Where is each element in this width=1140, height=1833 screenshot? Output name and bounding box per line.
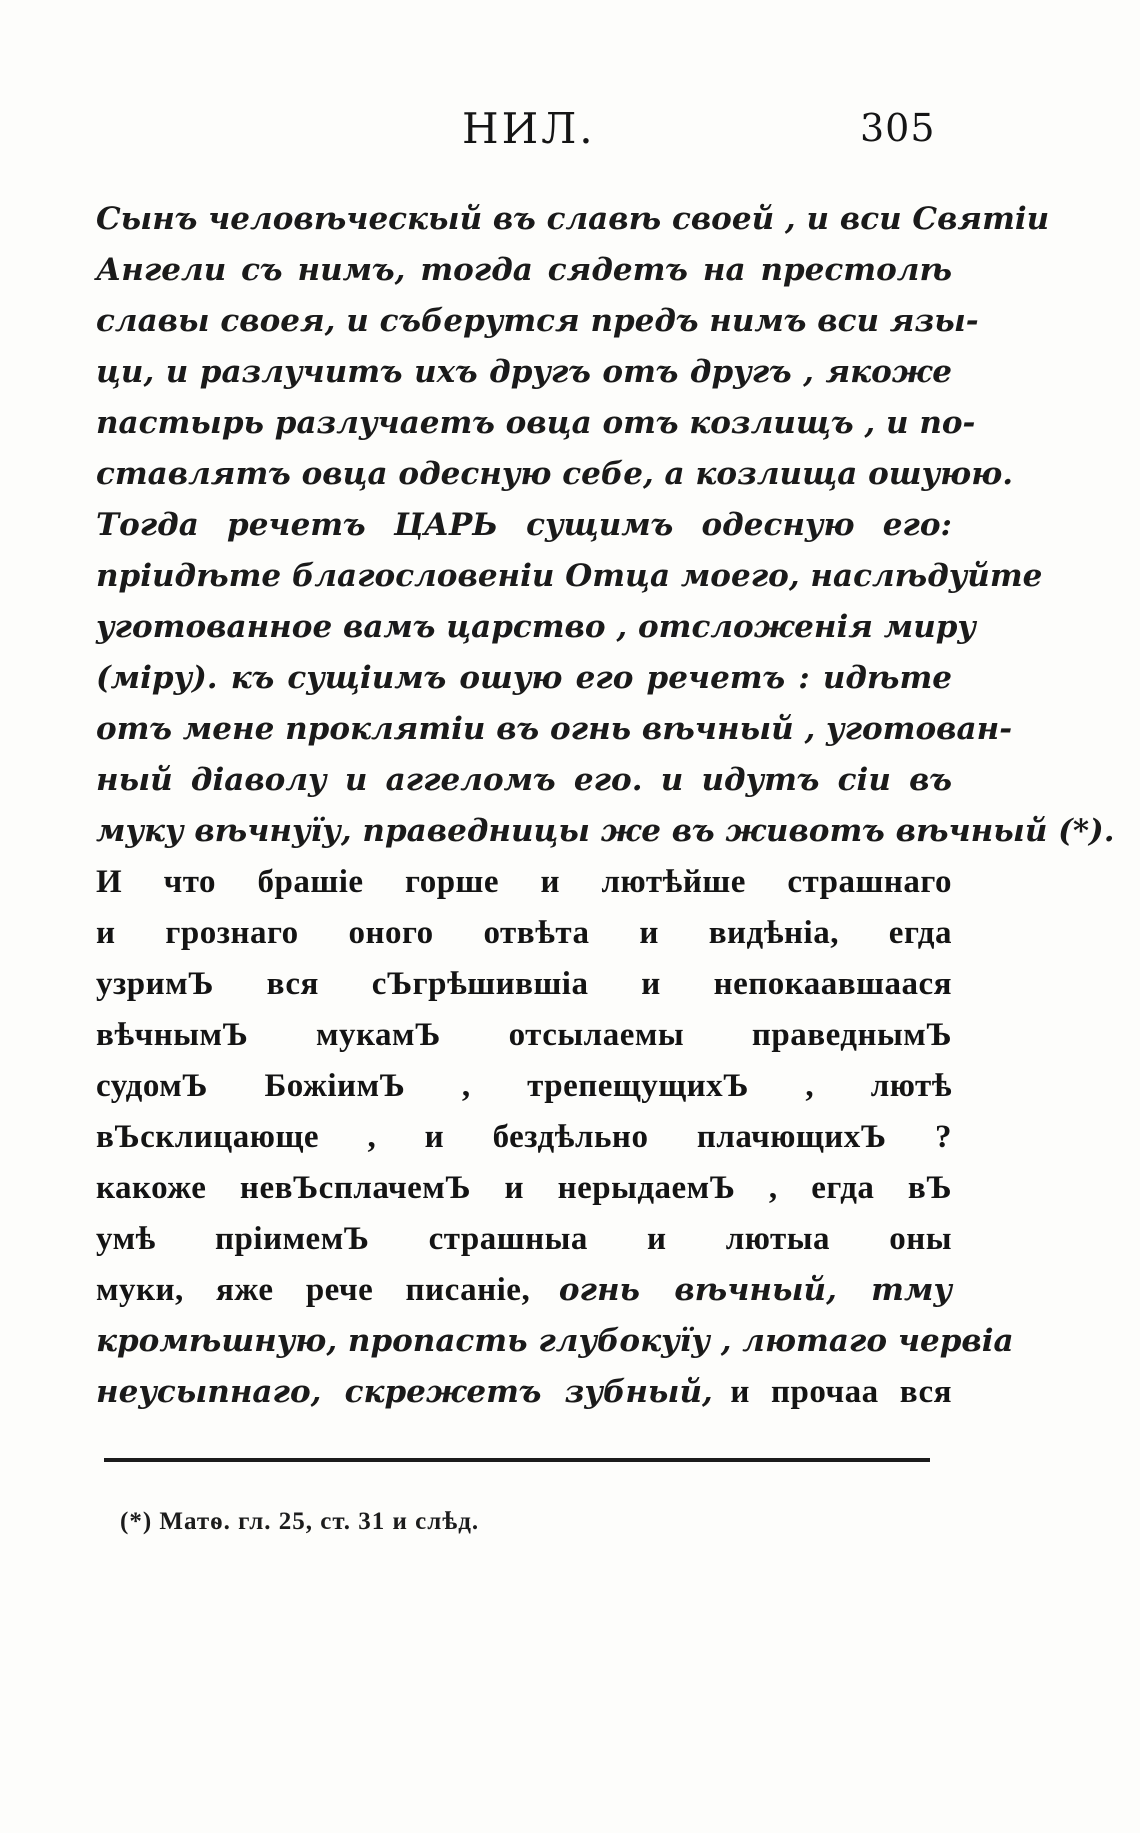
running-head: НИЛ. xyxy=(462,104,596,153)
text-line: отъ мене проклятіи въ огнь вѣчный , уготован- xyxy=(96,711,1013,747)
text-segment: огнь вѣчный, тму xyxy=(558,1272,952,1308)
text-line: муку вѣчнуїу, праведницы же въ животъ вѣчный (*). xyxy=(96,813,1115,849)
text-line: судомЪ БожіимЪ , трепещущихЪ , лютѣ xyxy=(96,1068,952,1104)
page-number: 305 xyxy=(860,106,936,150)
text-line: кромѣшную, пропасть глубокуїу , лютаго червіа xyxy=(96,1323,1014,1359)
text-line: Ангели съ нимъ, тогда сядетъ на престолѣ xyxy=(96,252,952,288)
text-segment: и прочаа вся xyxy=(730,1374,952,1410)
text-line: Сынъ человѣческый въ славѣ своей , и вси Святіи xyxy=(96,201,1050,237)
text-line: узримЪ вся сЪгрѣшившіа и непокаавшаася xyxy=(96,966,952,1002)
text-line: пріидѣте благословеніи Отца моего, наслѣдуйте xyxy=(96,558,1043,594)
text-line xyxy=(96,1367,952,1418)
text-line: И что брашіе горше и лютѣйше страшнаго xyxy=(96,864,952,900)
text-line: пастырь разлучаетъ овца отъ козлищъ , и по- xyxy=(96,405,976,441)
text-line: ставлятъ овца одесную себе, а козлища ошуюю. xyxy=(96,456,1014,492)
text-line: ный діаволу и аггеломъ его. и идутъ сіи въ xyxy=(96,762,952,798)
text-line: ци, и разлучитъ ихъ другъ отъ другъ , якоже xyxy=(96,354,952,390)
text-line: какоже невЪсплачемЪ и нерыдаемЪ , егда вЪ xyxy=(96,1170,952,1206)
text-line: вЪсклицающе , и бездѣльно плачющихЪ ? xyxy=(96,1119,952,1155)
body-text xyxy=(96,194,1115,1418)
text-line: (міру). къ сущіимъ ошую его речетъ : идѣте xyxy=(96,660,952,696)
text-line: умѣ пріимемЪ страшныа и лютыа оны xyxy=(96,1221,952,1257)
text-segment: неусыпнаго, скрежетъ зубный, xyxy=(96,1374,713,1410)
page-header xyxy=(0,104,1140,164)
text-line: вѣчнымЪ мукамЪ отсылаемы праведнымЪ xyxy=(96,1017,952,1053)
text-line: уготованное вамъ царство , отсложенія миру xyxy=(96,609,976,645)
text-line: Тогда речетъ ЦАРЬ сущимъ одесную его: xyxy=(96,507,952,543)
text-line: славы своея, и съберутся предъ нимъ вси язы- xyxy=(96,303,979,339)
text-line: и грознаго оного отвѣта и видѣніа, егда xyxy=(96,915,952,951)
text-segment: муки, яже рече писаніе, xyxy=(96,1272,531,1308)
footnote: (*) Матѳ. гл. 25, ст. 31 и слѣд. xyxy=(120,1508,480,1535)
text-line xyxy=(96,1265,952,1316)
footnote-rule xyxy=(104,1458,930,1462)
